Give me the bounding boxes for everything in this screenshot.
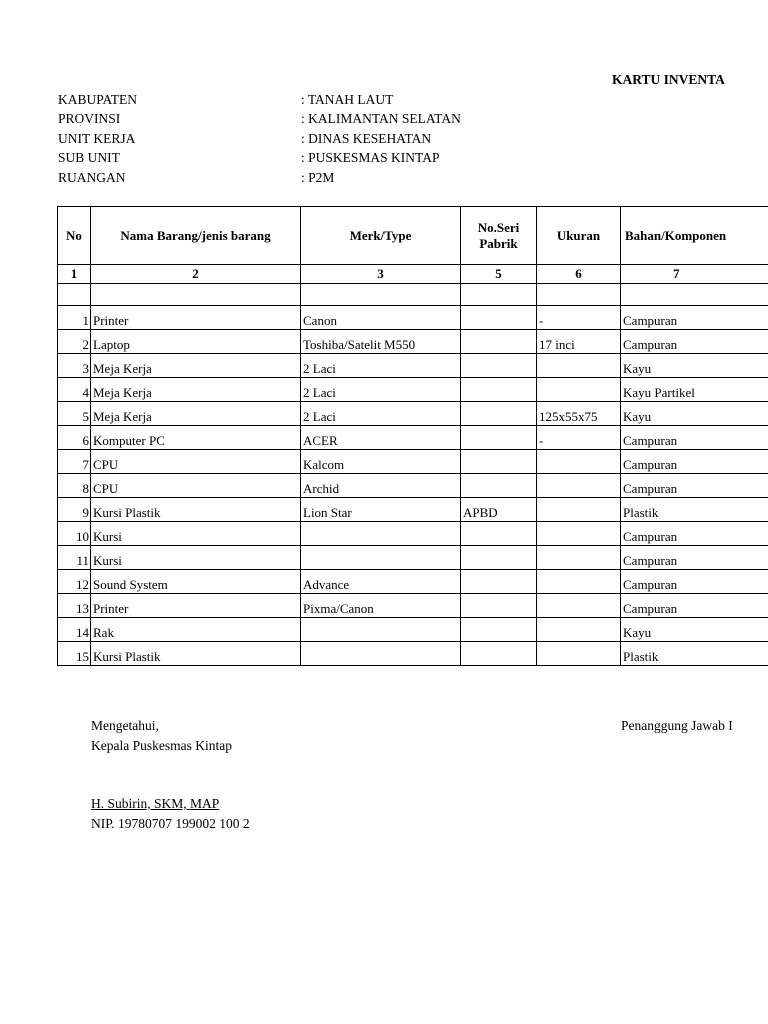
table-row: [58, 474, 768, 498]
item-size: 125x55x75: [537, 402, 621, 426]
item-size: [537, 498, 621, 522]
item-name: Meja Kerja: [91, 354, 301, 378]
row-number: 7: [58, 450, 91, 474]
info-value: : PUSKESMAS KINTAP: [301, 150, 440, 165]
item-name: Sound System: [91, 570, 301, 594]
item-brand: Advance: [301, 570, 461, 594]
item-brand: 2 Laci: [301, 354, 461, 378]
empty-cell: [58, 284, 91, 306]
item-brand: 2 Laci: [301, 378, 461, 402]
item-brand: Toshiba/Satelit M550: [301, 330, 461, 354]
row-number: 1: [58, 306, 91, 330]
col-number: 6: [537, 265, 621, 284]
table-row: [58, 522, 768, 546]
item-serial: [461, 426, 537, 450]
item-size: [537, 618, 621, 642]
item-name: Kursi Plastik: [91, 498, 301, 522]
table-row: [58, 354, 768, 378]
item-name: Komputer PC: [91, 426, 301, 450]
table-row: [58, 642, 768, 666]
item-name: Printer: [91, 594, 301, 618]
col-number: 5: [461, 265, 537, 284]
item-size: [537, 594, 621, 618]
item-material: Kayu Partikel: [621, 378, 768, 402]
empty-cell: [301, 284, 461, 306]
row-number: 11: [58, 546, 91, 570]
table-row: [58, 594, 768, 618]
signer-nip: NIP. 19780707 199002 100 2: [91, 816, 250, 831]
item-size: [537, 570, 621, 594]
item-material: Campuran: [621, 522, 768, 546]
head-title: Kepala Puskesmas Kintap: [91, 738, 232, 753]
table-row: [58, 426, 768, 450]
info-label: SUB UNIT: [58, 150, 120, 165]
item-size: [537, 354, 621, 378]
info-value: : DINAS KESEHATAN: [301, 131, 432, 146]
item-serial: [461, 354, 537, 378]
row-number: 6: [58, 426, 91, 450]
table-row: [58, 402, 768, 426]
item-brand: Canon: [301, 306, 461, 330]
empty-cell: [621, 284, 768, 306]
empty-cell: [461, 284, 537, 306]
info-label: KABUPATEN: [58, 92, 138, 107]
item-name: Meja Kerja: [91, 402, 301, 426]
info-value: : KALIMANTAN SELATAN: [301, 111, 461, 126]
item-name: Printer: [91, 306, 301, 330]
item-material: Campuran: [621, 426, 768, 450]
row-number: 13: [58, 594, 91, 618]
item-material: Plastik: [621, 498, 768, 522]
item-brand: Pixma/Canon: [301, 594, 461, 618]
item-material: Kayu: [621, 354, 768, 378]
row-number: 14: [58, 618, 91, 642]
row-number: 10: [58, 522, 91, 546]
item-brand: ACER: [301, 426, 461, 450]
item-brand: [301, 642, 461, 666]
col-number: 1: [58, 265, 91, 284]
footer-left: [91, 716, 232, 756]
col-header-merk: Merk/Type: [301, 207, 461, 265]
table-row: [58, 450, 768, 474]
item-brand: Kalcom: [301, 450, 461, 474]
row-number: 15: [58, 642, 91, 666]
item-size: [537, 450, 621, 474]
item-size: [537, 522, 621, 546]
row-number: 4: [58, 378, 91, 402]
signer-name: H. Subirin, SKM, MAP: [91, 796, 220, 811]
table-row: [58, 378, 768, 402]
item-material: Plastik: [621, 642, 768, 666]
item-serial: [461, 642, 537, 666]
column-number-row: [58, 265, 768, 284]
col-header-nama: Nama Barang/jenis barang: [91, 207, 301, 265]
item-name: Rak: [91, 618, 301, 642]
item-name: Meja Kerja: [91, 378, 301, 402]
item-size: 17 inci: [537, 330, 621, 354]
item-brand: Lion Star: [301, 498, 461, 522]
row-number: 2: [58, 330, 91, 354]
info-label: PROVINSI: [58, 111, 121, 126]
table-row: [58, 306, 768, 330]
info-value: : TANAH LAUT: [301, 92, 394, 107]
table-row: [58, 330, 768, 354]
item-size: [537, 546, 621, 570]
empty-cell: [537, 284, 621, 306]
table-row: [58, 546, 768, 570]
item-name: Laptop: [91, 330, 301, 354]
row-number: 12: [58, 570, 91, 594]
table-row: [58, 570, 768, 594]
col-number: 2: [91, 265, 301, 284]
item-material: Campuran: [621, 306, 768, 330]
acknowledgement-label: Mengetahui,: [91, 718, 159, 733]
info-label: RUANGAN: [58, 170, 126, 185]
col-header-ukuran: Ukuran: [537, 207, 621, 265]
row-number: 5: [58, 402, 91, 426]
item-brand: Archid: [301, 474, 461, 498]
item-serial: [461, 594, 537, 618]
table-body: [58, 284, 768, 666]
item-size: [537, 378, 621, 402]
item-serial: [461, 522, 537, 546]
item-brand: [301, 546, 461, 570]
item-serial: [461, 570, 537, 594]
item-name: CPU: [91, 474, 301, 498]
table-row: [58, 498, 768, 522]
item-size: -: [537, 426, 621, 450]
item-serial: [461, 330, 537, 354]
info-value: : P2M: [301, 170, 335, 185]
table-row: [58, 618, 768, 642]
item-material: Campuran: [621, 594, 768, 618]
item-brand: [301, 618, 461, 642]
item-name: Kursi: [91, 522, 301, 546]
item-material: Kayu: [621, 618, 768, 642]
item-name: Kursi: [91, 546, 301, 570]
item-serial: [461, 450, 537, 474]
item-size: -: [537, 306, 621, 330]
row-number: 3: [58, 354, 91, 378]
table-header-row: [58, 207, 768, 265]
item-serial: [461, 306, 537, 330]
inventory-table: [57, 206, 768, 666]
item-size: [537, 474, 621, 498]
info-label: UNIT KERJA: [58, 131, 136, 146]
item-material: Campuran: [621, 546, 768, 570]
item-name: Kursi Plastik: [91, 642, 301, 666]
item-brand: [301, 522, 461, 546]
col-header-no: No: [58, 207, 91, 265]
col-header-bahan: Bahan/Komponen: [621, 207, 768, 265]
col-number: 3: [301, 265, 461, 284]
item-material: Kayu: [621, 402, 768, 426]
item-brand: 2 Laci: [301, 402, 461, 426]
footer-right: [621, 716, 768, 736]
inventory-table-container: [57, 206, 768, 674]
item-serial: [461, 546, 537, 570]
col-number: 7: [621, 265, 768, 284]
item-material: Campuran: [621, 450, 768, 474]
empty-cell: [91, 284, 301, 306]
item-serial: [461, 474, 537, 498]
item-serial: [461, 378, 537, 402]
row-number: 8: [58, 474, 91, 498]
row-number: 9: [58, 498, 91, 522]
col-header-seri: No.Seri Pabrik: [461, 207, 537, 265]
signer-block: [91, 794, 250, 834]
empty-row: [58, 284, 768, 306]
document-title: KARTU INVENTA: [612, 72, 725, 87]
responsible-label: Penanggung Jawab I: [621, 718, 733, 733]
item-material: Campuran: [621, 570, 768, 594]
item-serial: [461, 402, 537, 426]
item-serial: [461, 618, 537, 642]
item-size: [537, 642, 621, 666]
item-material: Campuran: [621, 474, 768, 498]
item-serial: APBD: [461, 498, 537, 522]
item-name: CPU: [91, 450, 301, 474]
item-material: Campuran: [621, 330, 768, 354]
